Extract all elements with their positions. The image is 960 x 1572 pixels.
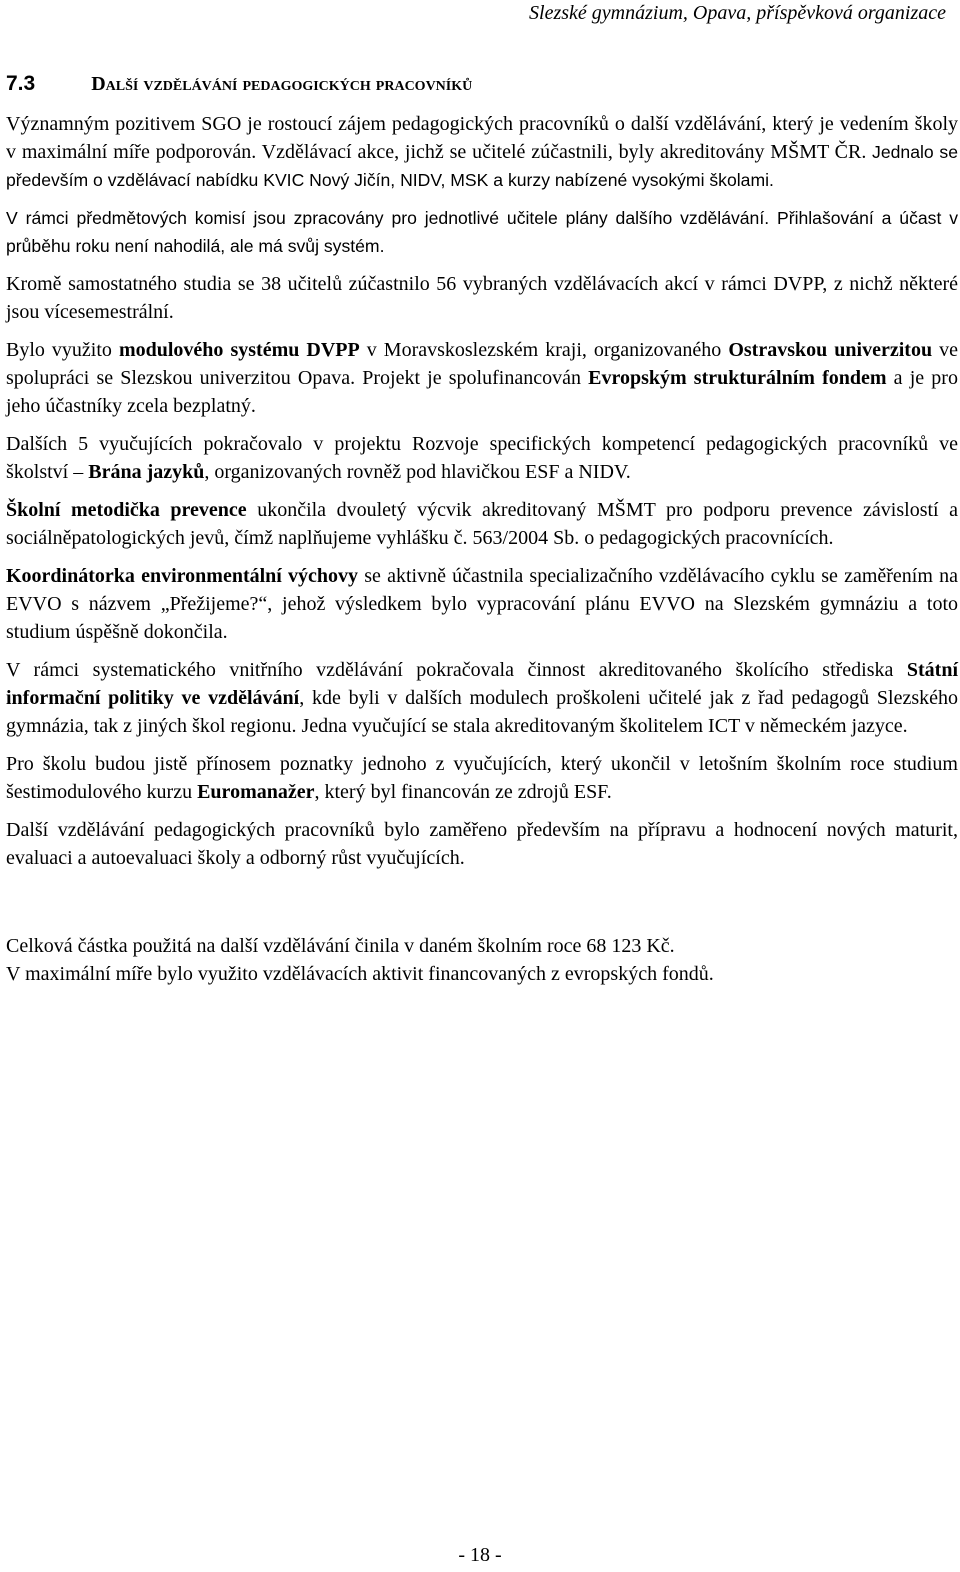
paragraph-5-text-1: Dalších 5 vyučujících pokračovalo v projektu Rozvoje specifických kompetencí pedagogických pracovníků ve školství – bbox=[6, 433, 958, 483]
paragraph-9-text-2: , který byl financován ze zdrojů ESF. bbox=[314, 781, 612, 803]
paragraph-5-text-2: , organizovaných rovněž pod hlavičkou ESF a NIDV. bbox=[204, 461, 631, 483]
paragraph-1 bbox=[6, 110, 958, 194]
paragraph-11: Celková částka použitá na další vzdělávání činila v daném školním roce 68 123 Kč. bbox=[6, 935, 675, 957]
paragraph-9-text-1: Pro školu budou jistě přínosem poznatky jednoho z vyučujících, který ukončil v letošním školním roce studium šestimodulového kurzu bbox=[6, 753, 958, 803]
paragraph-6 bbox=[6, 496, 958, 552]
paragraph-4-text-3: ve spolupráci se Slezskou univerzitou Opava. Projekt je spolufinancován bbox=[6, 339, 958, 389]
paragraph-8-text-2: , kde byli v dalších modulech proškoleni učitelé jak z řad pedagogů Slezského gymnázia, tak z jiných škol regionu. Jedna vyučující se stala akreditovaným školitelem ICT v německém jazyce. bbox=[6, 687, 959, 737]
paragraph-3: Kromě samostatného studia se 38 učitelů zúčastnilo 56 vybraných vzdělávacích akcí v rámci DVPP, z nichž některé jsou vícesemestrální. bbox=[6, 273, 958, 323]
paragraph-9-bold-1: Euromanažer bbox=[197, 781, 315, 803]
paragraph-1-part-b: Jednalo se především o vzdělávací nabídku KVIC Nový Jičín, NIDV, MSK a kurzy nabízené vysokými školami. bbox=[6, 142, 958, 190]
paragraph-1-part-a: Významným pozitivem SGO je rostoucí zájem pedagogických pracovníků o další vzdělávání, který je vedením školy v maximální míře podporován. Vzdělávací akce, jichž se učitelé zúčastnili, byly akreditovány MŠMT ČR. bbox=[6, 113, 958, 163]
paragraph-12: V maximální míře bylo využito vzdělávacích aktivit financovaných z evropských fondů. bbox=[6, 963, 714, 985]
paragraph-5-bold-1: Brána jazyků bbox=[88, 461, 205, 483]
paragraph-10: Další vzdělávání pedagogických pracovníků bylo zaměřeno především na přípravu a hodnocení nových maturit, evaluaci a autoevaluaci školy a odborný růst vyučujících. bbox=[6, 819, 958, 869]
paragraph-7-text-1: se aktivně účastnila specializačního vzdělávacího cyklu se zaměřením na EVVO s názvem „Přežijeme?“, jehož výsledkem bylo vypracování plánu EVVO na Slezském gymnáziu a toto studium úspěšně dokončila. bbox=[6, 565, 958, 643]
paragraph-6-text-1: ukončila dvouletý výcvik akreditovaný MŠMT pro podporu prevence závislostí a sociálněpatologických jevů, čímž naplňujeme vyhlášku č. 563/2004 Sb. o pedagogických pracovnících. bbox=[6, 499, 958, 549]
paragraph-8 bbox=[6, 656, 958, 740]
paragraph-8-bold-1: Státní informační politiky ve vzdělávání bbox=[6, 659, 958, 709]
paragraph-4-bold-2: Ostravskou univerzitou bbox=[728, 339, 933, 361]
paragraph-2: V rámci předmětových komisí jsou zpracovány pro jednotlivé učitele plány dalšího vzdělávání. Přihlašování a účast v průběhu roku není nahodilá, ale má svůj systém. bbox=[6, 208, 958, 256]
paragraph-7 bbox=[6, 562, 958, 646]
paragraph-9 bbox=[6, 750, 958, 806]
document-body bbox=[6, 110, 958, 988]
paragraph-4-bold-1: modulového systému DVPP bbox=[118, 339, 360, 361]
section-heading bbox=[6, 72, 472, 96]
paragraph-5 bbox=[6, 430, 958, 486]
paragraph-4-bold-3: Evropským strukturálním fondem bbox=[588, 367, 887, 389]
section-number: 7.3 bbox=[6, 72, 36, 95]
paragraph-6-bold-1: Školní metodička prevence bbox=[6, 499, 247, 521]
paragraph-4 bbox=[6, 336, 958, 420]
paragraph-7-bold-1: Koordinátorka environmentální výchovy bbox=[6, 565, 359, 587]
paragraph-4-text-4: a je pro jeho účastníky zcela bezplatný. bbox=[6, 367, 958, 417]
section-title: Další vzdělávání pedagogických pracovníků bbox=[91, 73, 473, 95]
page-number: - 18 - bbox=[458, 1544, 502, 1566]
paragraph-4-text-1: Bylo využito bbox=[6, 339, 119, 361]
paragraph-8-text-1: V rámci systematického vnitřního vzdělávání pokračovala činnost akreditovaného školícího střediska bbox=[6, 659, 907, 681]
paragraph-4-text-2: v Moravskoslezském kraji, organizovaného bbox=[359, 339, 729, 361]
page-header: Slezské gymnázium, Opava, příspěvková organizace bbox=[529, 2, 946, 24]
